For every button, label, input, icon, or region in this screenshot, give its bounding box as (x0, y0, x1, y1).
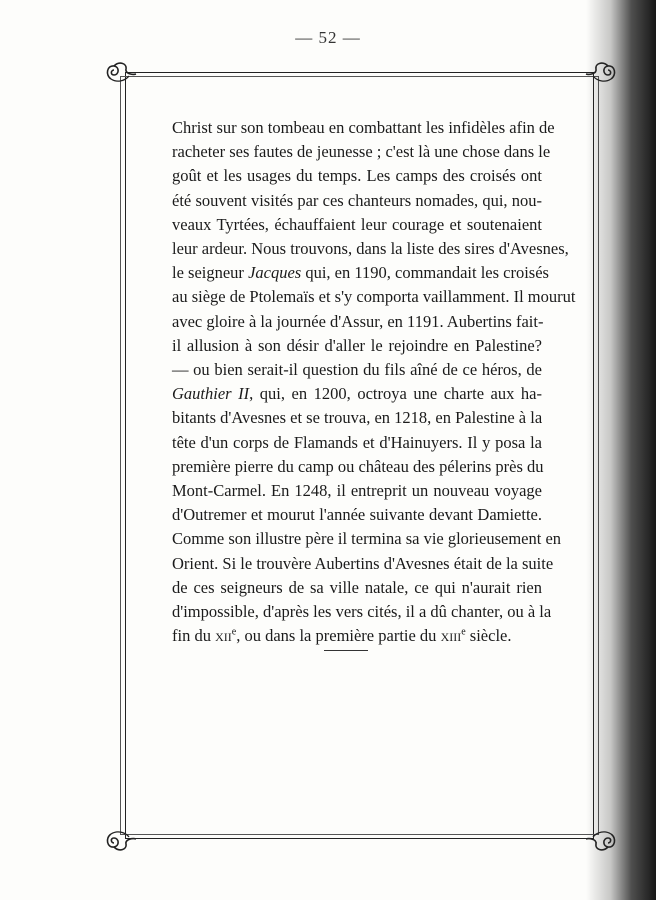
text-line: bitants d'Avesnes et se trouva, en 1218, en Palestine à la (172, 408, 543, 428)
text-line: il allusion à son désir d'aller le rejoindre en Palestine? (172, 335, 542, 355)
ordinal-superscript: e (461, 626, 466, 638)
text-line (172, 261, 549, 285)
text-line (172, 624, 542, 648)
text-fragment: le seigneur (172, 263, 249, 283)
italic-name-gauthier: Gauthier II (172, 384, 250, 404)
italic-name-jacques: Jacques (248, 263, 302, 283)
text-fragment: , qui, en 1200, octroya une charte aux ha- (249, 384, 542, 404)
text-line: Orient. Si le trouvère Aubertins d'Avesnes était de la suite (172, 553, 554, 573)
text-line: première pierre du camp ou château des pélerins près du (172, 456, 544, 476)
text-line: avec gloire à la journée d'Assur, en 1191. Aubertins fait- (172, 311, 544, 331)
body-paragraph (172, 116, 576, 648)
century-numeral: xii (215, 626, 232, 646)
text-line: de ces seigneurs de sa ville natale, ce qui n'aurait rien (172, 577, 542, 597)
ordinal-superscript: e (231, 626, 237, 638)
century-numeral: xiii (440, 626, 462, 646)
page-number: — 52 — (295, 28, 361, 47)
text-line: Comme son illustre père il termina sa vie glorieusement en (172, 529, 562, 549)
text-fragment: fin du (172, 626, 216, 646)
text-line: d'impossible, d'après les vers cités, il a dû chanter, ou à la (172, 602, 552, 622)
text-fragment: qui, en 1190, commandait les croisés (301, 263, 549, 283)
text-line: goût et les usages du temps. Les camps des croisés ont (172, 166, 542, 186)
corner-flourish-top-left-icon (103, 57, 137, 87)
corner-flourish-top-right-icon (585, 57, 619, 87)
text-fragment: , ou dans la première partie du (236, 626, 441, 646)
text-line: racheter ses fautes de jeunesse ; c'est là une chose dans le (172, 142, 551, 162)
corner-flourish-bottom-right-icon (585, 826, 619, 856)
text-line (172, 382, 542, 406)
text-line: leur ardeur. Nous trouvons, dans la liste des sires d'Avesnes, (172, 239, 569, 259)
text-line: au siège de Ptolemaïs et s'y comporta vaillamment. Il mourut (172, 287, 576, 307)
text-line: veaux Tyrtées, échauffaient leur courage et soutenaient (172, 214, 542, 234)
section-end-rule (324, 650, 368, 651)
binding-shadow (586, 0, 656, 900)
text-line: été souvent visités par ces chanteurs nomades, qui, nou- (172, 190, 542, 210)
text-line: Christ sur son tombeau en combattant les infidèles afin de (172, 118, 555, 137)
text-fragment: siècle. (465, 626, 512, 646)
corner-flourish-bottom-left-icon (103, 826, 137, 856)
text-line: tête d'un corps de Flamands et d'Hainuyers. Il y posa la (172, 432, 542, 452)
text-line: Mont-Carmel. En 1248, il entreprit un nouveau voyage (172, 481, 542, 501)
text-line: d'Outremer et mourut l'année suivante devant Damiette. (172, 505, 542, 525)
text-line: — ou bien serait-il question du fils aîné de ce héros, de (172, 360, 542, 380)
